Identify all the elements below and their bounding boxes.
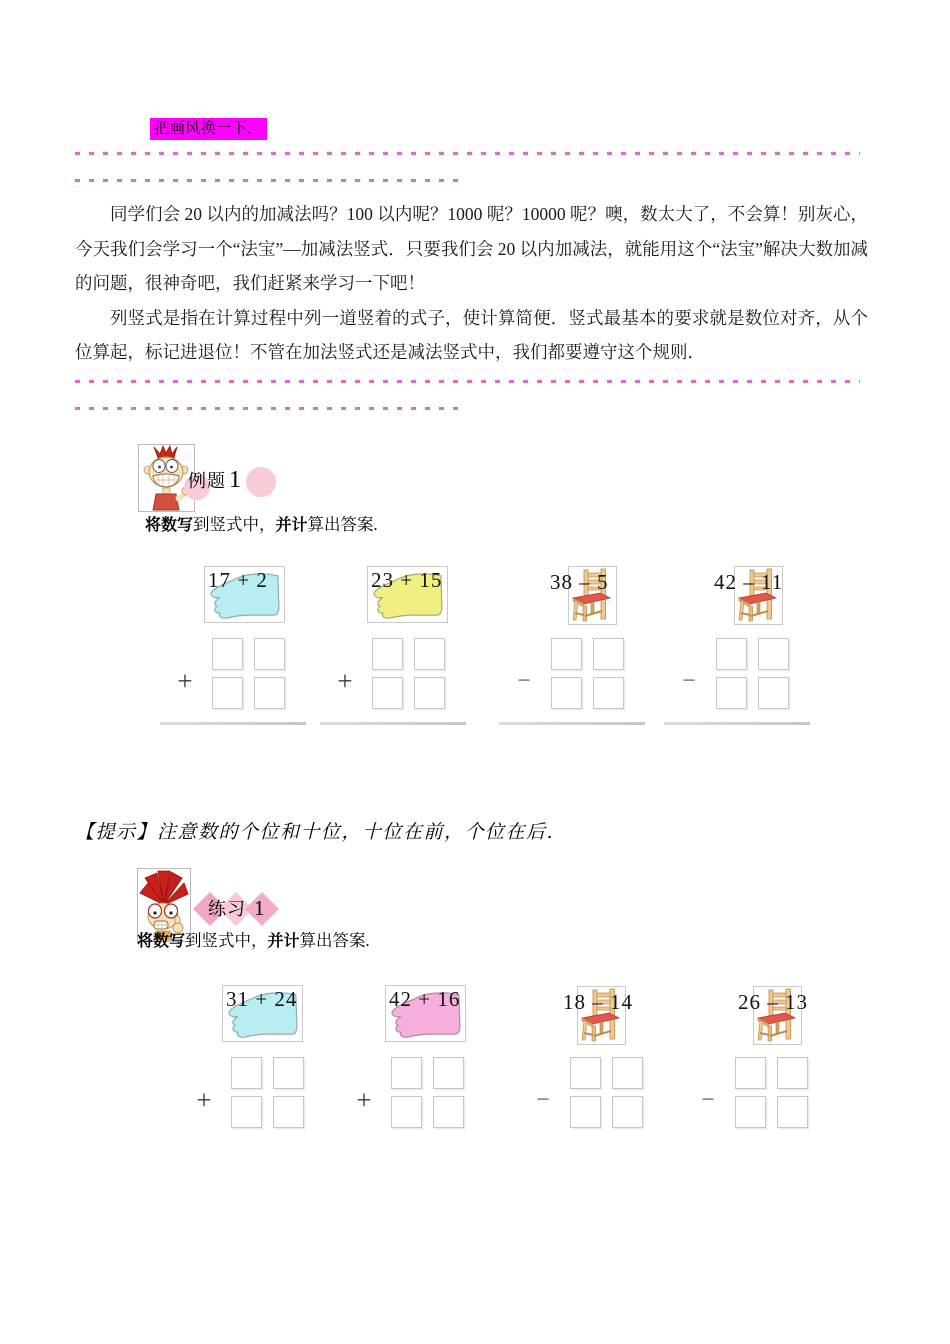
digit-box[interactable] xyxy=(231,1057,262,1089)
digit-box[interactable] xyxy=(273,1057,304,1089)
vertical-form xyxy=(664,638,810,725)
digit-box[interactable] xyxy=(212,677,243,709)
chair-image xyxy=(563,986,633,1045)
glove-image xyxy=(204,566,285,623)
problem-expression: 31 + 24 xyxy=(226,987,298,1011)
badge-blob-decoration xyxy=(246,467,276,497)
dashed-divider xyxy=(75,179,460,182)
digit-box[interactable] xyxy=(612,1096,643,1128)
highlight-note: 把画风换一下． xyxy=(150,118,267,140)
intro-text xyxy=(75,197,868,370)
example-badge-label: 例题 xyxy=(188,471,226,491)
answer-line xyxy=(664,722,810,725)
digit-box[interactable] xyxy=(391,1096,422,1128)
instruction-segment: 并计 xyxy=(267,933,300,950)
instruction-segment: 将数写 xyxy=(145,517,194,534)
digit-box[interactable] xyxy=(758,638,789,670)
digit-box[interactable] xyxy=(414,638,445,670)
problem-expression: 26 – 13 xyxy=(738,990,808,1014)
digit-box[interactable] xyxy=(391,1057,422,1089)
problem-expression: 38 – 5 xyxy=(550,570,609,594)
glove-image xyxy=(367,566,448,623)
practice-badge-label: 练习 xyxy=(208,899,246,919)
vertical-form xyxy=(518,1057,664,1144)
problem-expression: 17 + 2 xyxy=(208,568,268,592)
glove-image xyxy=(222,985,303,1042)
digit-box[interactable] xyxy=(735,1096,766,1128)
example-instruction xyxy=(145,511,378,535)
vertical-form xyxy=(683,1057,829,1144)
digit-box[interactable] xyxy=(777,1096,808,1128)
operator-sign: + xyxy=(196,1085,212,1115)
digit-box[interactable] xyxy=(593,638,624,670)
operator-sign: − xyxy=(536,1087,550,1113)
problem-expression: 18 – 14 xyxy=(563,990,633,1014)
glove-image xyxy=(385,985,466,1042)
answer-line xyxy=(320,722,466,725)
intro-paragraph-1: 同学们会 20 以内的加减法吗？100 以内呢？1000 呢？10000 呢？噢，数太大了，不会算！别灰心，今天我们会学习一个“法宝”—加减法竖式．只要我们会 20 以内加减法，就能用这个“法宝”解决大数加减的问题，很神奇吧，我们赶紧来学习一下吧！ xyxy=(75,204,868,293)
instruction-segment: 将数写 xyxy=(137,933,186,950)
example-badge xyxy=(188,467,241,503)
problem-expression: 42 + 16 xyxy=(389,987,461,1011)
operator-sign: − xyxy=(517,668,531,694)
intro-paragraph-2: 列竖式是指在计算过程中列一道竖着的式子，使计算简便．竖式最基本的要求就是数位对齐，从个位算起，标记进退位！不管在加法竖式还是减法竖式中，我们都要遵守这个规则． xyxy=(75,307,868,362)
digit-box[interactable] xyxy=(551,677,582,709)
answer-line xyxy=(499,722,645,725)
problem-expression: 42 – 11 xyxy=(714,570,784,594)
digit-box[interactable] xyxy=(716,638,747,670)
digit-box[interactable] xyxy=(414,677,445,709)
operator-sign: + xyxy=(356,1085,372,1115)
digit-box[interactable] xyxy=(231,1096,262,1128)
practice-badge-number: 1 xyxy=(254,896,265,920)
operator-sign: − xyxy=(682,668,696,694)
answer-line xyxy=(160,722,306,725)
chair-image xyxy=(738,986,808,1045)
practice-badge xyxy=(196,891,265,927)
digit-box[interactable] xyxy=(273,1096,304,1128)
dashed-divider xyxy=(75,152,860,155)
operator-sign: + xyxy=(177,666,193,696)
digit-box[interactable] xyxy=(254,677,285,709)
digit-box[interactable] xyxy=(212,638,243,670)
instruction-segment: 算出答案. xyxy=(307,515,378,534)
instruction-segment: 算出答案. xyxy=(299,931,370,950)
digit-box[interactable] xyxy=(433,1057,464,1089)
chair-image xyxy=(550,566,617,625)
digit-box[interactable] xyxy=(372,638,403,670)
problem-expression: 23 + 15 xyxy=(371,568,443,592)
example-badge-number: 1 xyxy=(229,467,241,493)
digit-box[interactable] xyxy=(735,1057,766,1089)
digit-box[interactable] xyxy=(433,1096,464,1128)
operator-sign: + xyxy=(337,666,353,696)
instruction-segment: 并计 xyxy=(275,517,308,534)
digit-box[interactable] xyxy=(777,1057,808,1089)
operator-sign: − xyxy=(701,1087,715,1113)
hint-text: 【提示】注意数的个位和十位，十位在前，个位在后. xyxy=(75,821,555,843)
digit-box[interactable] xyxy=(372,677,403,709)
instruction-segment: 到竖式中， xyxy=(185,931,268,950)
vertical-form xyxy=(160,638,306,725)
vertical-form xyxy=(499,638,645,725)
digit-box[interactable] xyxy=(758,677,789,709)
vertical-form xyxy=(179,1057,325,1144)
vertical-form xyxy=(339,1057,485,1144)
digit-box[interactable] xyxy=(593,677,624,709)
digit-box[interactable] xyxy=(612,1057,643,1089)
digit-box[interactable] xyxy=(716,677,747,709)
digit-box[interactable] xyxy=(254,638,285,670)
vertical-form xyxy=(320,638,466,725)
practice-instruction xyxy=(137,927,370,951)
chair-image xyxy=(714,566,784,625)
digit-box[interactable] xyxy=(570,1096,601,1128)
dashed-divider xyxy=(75,407,460,410)
digit-box[interactable] xyxy=(570,1057,601,1089)
dashed-divider xyxy=(75,380,860,383)
digit-box[interactable] xyxy=(551,638,582,670)
instruction-segment: 到竖式中， xyxy=(193,515,276,534)
